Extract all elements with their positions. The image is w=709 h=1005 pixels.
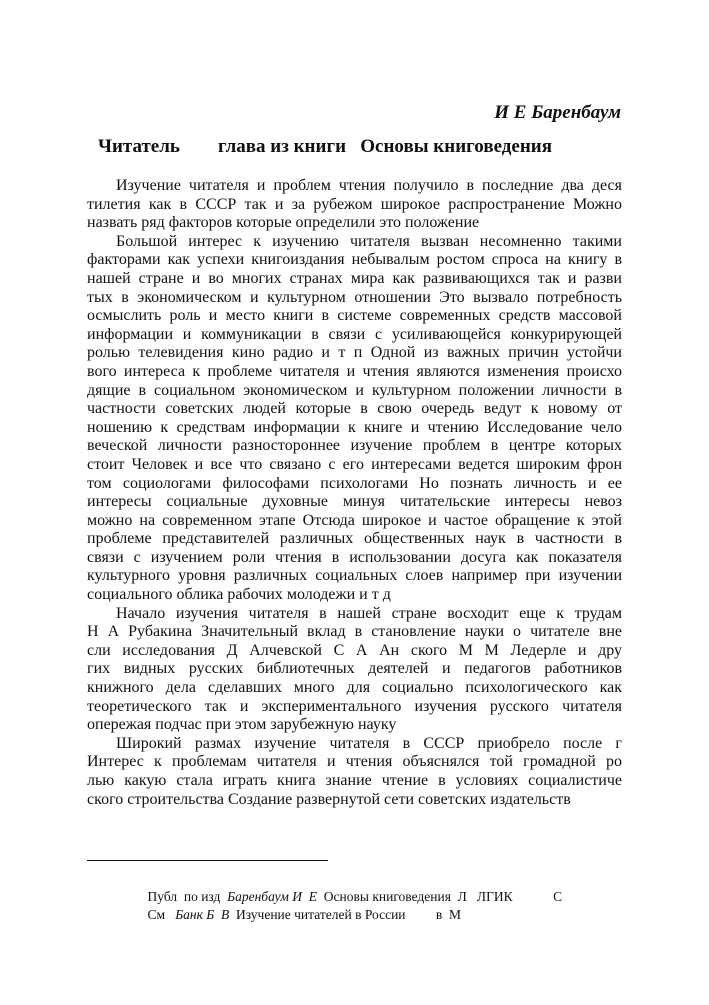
text-line: Интерес к проблемам читателя и чтения объяснялся той громадной ро xyxy=(87,753,622,771)
text-line: ношению к средствам информации к книге и чтению Исследование чело xyxy=(87,418,622,436)
paragraph xyxy=(87,233,622,605)
text-line: веческой личности разностороннее изучение проблем в центре которых xyxy=(87,437,622,455)
text-line: можно на современном этапе Отсюда широкое и частое обращение к этой xyxy=(87,511,622,529)
text-line: факторами как успехи книгоиздания небывалым ростом спроса на книгу в xyxy=(87,251,622,269)
text-line: лью какую стала играть книга знание чтение в условиях социалистиче xyxy=(87,772,622,789)
text-line: назвать ряд факторов которые определили это положение xyxy=(87,214,480,232)
text-line: стоит Человек и все что связано с его интересами ведется широким фрон xyxy=(87,455,622,473)
body-text xyxy=(87,177,622,809)
paragraph xyxy=(87,735,622,809)
text-line: книжного дела сделавших много для социально психологического как xyxy=(87,679,622,697)
text-line: интересы социальные духовные минуя читательские интересы невоз xyxy=(87,493,622,511)
text-line: культурного уровня различных социальных слоев например при изучении xyxy=(87,567,622,585)
text-line: Изучение читателя и проблем чтения получило в последние два деся xyxy=(116,177,622,194)
author-name: И Е Баренбаум xyxy=(494,102,621,123)
footnote-1-text: Основы книговедения Л ЛГИК С xyxy=(317,889,563,904)
footnote-2-prefix: См xyxy=(147,907,176,922)
text-line: Н А Рубакина Значительный вклад в становление науки о читателе вне xyxy=(87,623,622,641)
text-line: теоретического так и экспериментального изучения русского читателя xyxy=(87,697,622,715)
text-line: ского строительства Создание развернутой сети советских издательств xyxy=(87,790,571,808)
text-line: Большой интерес к изучению читателя вызван несомненно такими xyxy=(116,232,622,250)
footnote-1-author: Баренбаум И Е xyxy=(227,889,318,904)
chapter-title: Читатель глава из книги Основы книговедения xyxy=(98,136,552,157)
footnote-1-prefix: Публ по изд xyxy=(147,889,228,904)
text-line: Начало изучения читателя в нашей стране восходит еще к трудам xyxy=(116,604,622,622)
text-line: частности советских людей которые в свою очередь ведут к новому от xyxy=(87,400,622,418)
text-line: Широкий размах изучение читателя в СССР приобрело после г xyxy=(116,734,622,752)
text-line: информации и коммуникации в связи с усиливающейся конкурирующей xyxy=(87,325,622,343)
footnote-2-author: Банк Б В xyxy=(175,907,230,922)
text-line: тилетия как в СССР так и за рубежом широкое распространение Можно xyxy=(87,195,622,213)
text-line: социального облика рабочих молодежи и т д xyxy=(87,586,391,604)
text-line: тых в экономическом и культурном отношении Это вызвало потребность xyxy=(87,288,622,306)
text-line: сли исследования Д Алчевской С А Ан ского М М Ледерле и дру xyxy=(87,641,622,659)
text-line: том социологами философами психологами Но познать личность и ее xyxy=(87,474,622,492)
text-line: осмыслить роль и место книги в системе современных средств массовой xyxy=(87,307,622,325)
footnote-2 xyxy=(134,888,584,942)
paragraph xyxy=(87,605,622,735)
text-line: проблеме представителей различных общественных наук в частности в xyxy=(87,530,622,548)
text-line: нашей стране и во многих странах мира как развивающихся так и разви xyxy=(87,269,622,287)
paragraph xyxy=(87,177,622,233)
text-line: гих видных русских библиотечных деятелей и педагогов работников xyxy=(87,660,622,678)
text-line: ролью телевидения кино радио и т п Одной из важных причин устойчи xyxy=(87,344,622,362)
text-line: вого интереса к проблеме читателя и чтения являются изменения происхо xyxy=(87,362,622,380)
footnote-separator xyxy=(87,860,328,861)
text-line: дящие в социальном экономическом и культурном положении личности в xyxy=(87,381,622,399)
text-line: связи с изучением роли чтения в использовании досуга как показателя xyxy=(87,548,622,566)
text-line: опережая подчас при этом зарубежную науку xyxy=(87,716,397,734)
footnote-2-text: Изучение читателей в России в М xyxy=(229,907,462,922)
